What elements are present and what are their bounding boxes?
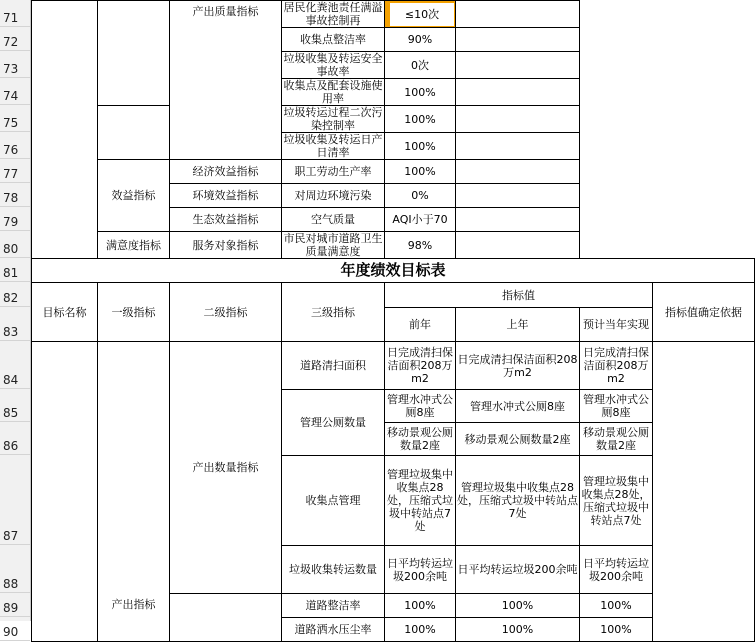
row-number[interactable]: 77 [0,159,30,183]
row-number[interactable]: 79 [0,207,30,231]
this-year-value[interactable]: 日平均转运垃圾200余吨 [580,546,653,594]
last-year-value[interactable]: 移动景观公厕数量2座 [456,423,580,456]
this-year-value[interactable]: 管理水冲式公厕8座 [580,390,653,423]
header-this-year[interactable]: 预计当年实现 [580,308,653,342]
header-level3[interactable]: 三级指标 [282,283,385,342]
last-year-value[interactable]: 100% [456,594,580,618]
header-level1[interactable]: 一级指标 [98,283,170,342]
level2-economic[interactable]: 经济效益指标 [170,160,282,184]
value-cell[interactable]: 100% [385,133,456,160]
goal-name-cell[interactable] [32,342,98,642]
level3-item[interactable]: 收集点管理 [282,456,385,546]
row-number[interactable]: 90 [0,617,30,641]
row-number[interactable]: 76 [0,132,30,159]
empty-cell[interactable] [456,28,580,52]
empty-cell[interactable] [456,133,580,160]
level3-item[interactable]: 垃圾转运过程二次污染控制率 [283,106,383,132]
row-number[interactable]: 82 [0,282,30,307]
last-year-value[interactable]: 100% [456,618,580,642]
level3-item[interactable]: 道路洒水压尘率 [282,618,385,642]
level3-item[interactable]: 市民对城市道路卫生质量满意度 [283,232,383,258]
level3-item[interactable]: 垃圾收集及转运日产日清率 [283,133,383,159]
level1-benefit[interactable]: 效益指标 [98,160,170,232]
empty-cell[interactable] [456,232,580,259]
header-indicator-value[interactable]: 指标值 [385,283,653,308]
row-number[interactable]: 89 [0,593,30,617]
prev-year-value[interactable]: 管理垃圾集中收集点28处，压缩式垃圾中转站点7处 [385,456,456,546]
value-cell-selected[interactable] [385,1,456,28]
level3-item[interactable]: 空气质量 [282,208,385,232]
level2-service-target[interactable]: 服务对象指标 [170,232,282,259]
level1-output[interactable]: 产出指标 [98,342,170,642]
row-number[interactable]: 87 [0,455,30,545]
level2-output-quality[interactable]: 产出质量指标 [170,1,282,160]
annual-title[interactable]: 年度绩效目标表 [32,259,755,283]
header-last-year[interactable]: 上年 [456,308,580,342]
empty-cell[interactable] [456,208,580,232]
row-number[interactable]: 78 [0,183,30,207]
value-cell[interactable]: 100% [385,106,456,133]
row-number[interactable]: 81 [0,258,30,282]
empty-cell[interactable] [456,52,580,79]
header-prev-year[interactable]: 前年 [385,308,456,342]
row-number[interactable]: 84 [0,341,30,389]
empty-cell[interactable] [456,79,580,106]
last-year-value[interactable]: 日完成清扫保洁面积208万m2 [456,342,580,390]
empty-cell[interactable] [456,1,580,28]
basis-cell[interactable] [653,342,755,642]
header-level2[interactable]: 二级指标 [170,283,282,342]
value-cell[interactable]: AQI小于70 [385,208,456,232]
level3-item[interactable]: 职工劳动生产率 [282,160,385,184]
value-cell[interactable]: 98% [385,232,456,259]
this-year-value[interactable]: 移动景观公厕数量2座 [580,423,653,456]
row-number[interactable]: 88 [0,545,30,593]
this-year-value[interactable]: 日完成清扫保洁面积208万m2 [580,342,653,390]
value-cell[interactable]: 90% [385,28,456,52]
level3-item[interactable]: 垃圾收集转运数量 [282,546,385,594]
value-cell[interactable]: 100% [385,79,456,106]
level3-item[interactable]: 收集点整洁率 [282,28,385,52]
level1-blank-cell[interactable] [98,106,170,160]
goal-name-cell[interactable] [32,1,98,259]
this-year-value[interactable]: 100% [580,594,653,618]
row-number[interactable]: 75 [0,105,30,132]
level3-item[interactable]: 对周边环境污染 [282,184,385,208]
prev-year-value[interactable]: 移动景观公厕数量2座 [385,423,456,456]
prev-year-value[interactable]: 日平均转运垃圾200余吨 [385,546,456,594]
row-number[interactable]: 80 [0,231,30,258]
last-year-value[interactable]: 日平均转运垃圾200余吨 [456,546,580,594]
this-year-value[interactable]: 管理垃圾集中收集点28处，压缩式垃圾中转站点7处 [580,456,653,546]
this-year-value[interactable]: 100% [580,618,653,642]
header-goal-name[interactable]: 目标名称 [32,283,98,342]
level3-item[interactable]: 居民化粪池责任满溢事故控制再 [283,1,383,27]
level3-item[interactable]: 管理公厕数量 [282,390,385,456]
row-number[interactable]: 83 [0,307,30,341]
value-cell[interactable]: 100% [385,160,456,184]
empty-cell[interactable] [456,160,580,184]
level1-satisfaction[interactable]: 满意度指标 [98,232,170,259]
row-number[interactable]: 72 [0,27,30,51]
prev-year-value[interactable]: 100% [385,594,456,618]
header-basis[interactable]: 指标值确定依据 [653,283,755,342]
value-cell-text: ≤10次 [390,3,454,26]
level1-blank-cell[interactable] [98,1,170,106]
row-number[interactable]: 85 [0,389,30,422]
level3-item[interactable]: 道路清扫面积 [282,342,385,390]
last-year-value[interactable]: 管理水冲式公厕8座 [456,390,580,423]
prev-year-value[interactable]: 管理水冲式公厕8座 [385,390,456,423]
level3-item[interactable]: 道路整洁率 [282,594,385,618]
level2-environment[interactable]: 环境效益指标 [170,184,282,208]
row-number[interactable]: 74 [0,78,30,105]
last-year-value[interactable]: 管理垃圾集中收集点28处，压缩式垃圾中转站点7处 [456,456,580,546]
row-number[interactable]: 71 [0,0,30,27]
level2-ecological[interactable]: 生态效益指标 [170,208,282,232]
empty-cell[interactable] [456,106,580,133]
empty-cell[interactable] [456,184,580,208]
prev-year-value[interactable]: 100% [385,618,456,642]
value-cell[interactable]: 0% [385,184,456,208]
row-number[interactable]: 86 [0,422,30,455]
value-cell[interactable]: 0次 [385,52,456,79]
row-number[interactable]: 73 [0,51,30,78]
level3-item[interactable]: 垃圾收集及转运安全事故率 [283,52,383,78]
level2-quantity[interactable]: 产出数量指标 [170,342,282,594]
spreadsheet-grid [31,0,755,642]
level2-blank-cell[interactable] [170,594,282,642]
level3-item[interactable]: 收集点及配套设施使用率 [283,79,383,105]
prev-year-value[interactable]: 日完成清扫保洁面积208万m2 [385,342,456,390]
